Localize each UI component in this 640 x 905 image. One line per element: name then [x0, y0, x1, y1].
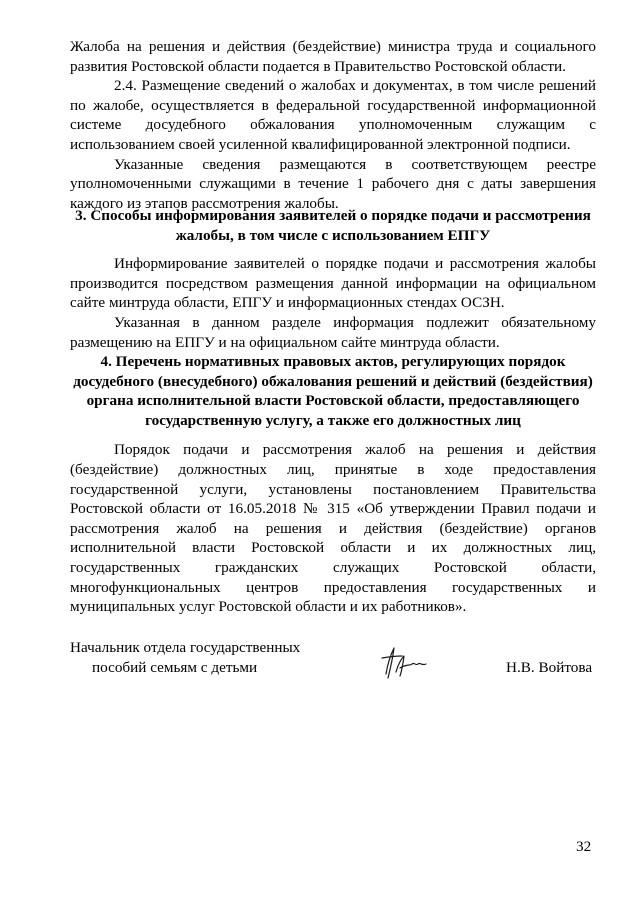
section-4 [70, 352, 596, 617]
section-3 [70, 206, 596, 352]
signatory-name: Н.В. Войтова [506, 659, 593, 676]
text-block-top [70, 37, 596, 213]
page-number: 32 [576, 838, 592, 855]
signatory-position-line1: Начальник отдела государственных [70, 639, 301, 656]
paragraph-2-4: 2.4. Размещение сведений о жалобах и документах, в том числе решений по жалобе, осуществляется в федеральной государственной информационной системе досудебного обжалования уполномоченным служащим с использованием своей усиленной квалифицированной электронной подписи. [70, 77, 596, 153]
paragraph-intro: Жалоба на решения и действия (бездействие) министра труда и социального развития Ростовской области подается в Правительство Ростовской области. [70, 38, 596, 75]
handwritten-signature [376, 644, 432, 684]
paragraph-placement: Указанная в данном разделе информация подлежит обязательному размещению на ЕПГУ и на официальном сайте минтруда области. [70, 313, 596, 351]
section-3-title: 3. Способы информирования заявителей о порядке подачи и рассмотрения жалобы, в том числе с использованием ЕПГУ [75, 207, 591, 244]
paragraph-procedure: Порядок подачи и рассмотрения жалоб на решения и действия (бездействие) должностных лиц, принятые в ходе предоставления государственной услуги, установлены постановлением Правительства Ростовской области от 16.05.2018 № 315 «Об утверждении Правил подачи и рассмотрения жалоб на решения и действия (бездействие) органов исполнительной власти Ростовской области и их должностных лиц, государственных гражданских служащих Ростовской области, многофункциональных центров предоставления государственных и муниципальных услуг Ростовской области и их работников». [70, 441, 596, 616]
signatory-position-line2: пособий семьям с детьми [92, 658, 258, 676]
section-4-title: 4. Перечень нормативных правовых актов, регулирующих порядок досудебного (внесудебного) обжалования решений и действий (бездействия) органа исполнительной власти Ростовской области, предоставляющего государственную услугу, а также его должностных лиц [73, 353, 593, 429]
paragraph-inform: Информирование заявителей о порядке подачи и рассмотрения жалобы производится посредством размещения данной информации на официальном сайте минтруда области, ЕПГУ и информационных стендах ОСЗН. [70, 255, 596, 312]
signatory-position [70, 638, 330, 677]
paragraph-register: Указанные сведения размещаются в соответствующем реестре уполномоченными служащими в течение 1 рабочего дня с даты завершения каждого из этапов рассмотрения жалобы. [70, 155, 596, 212]
